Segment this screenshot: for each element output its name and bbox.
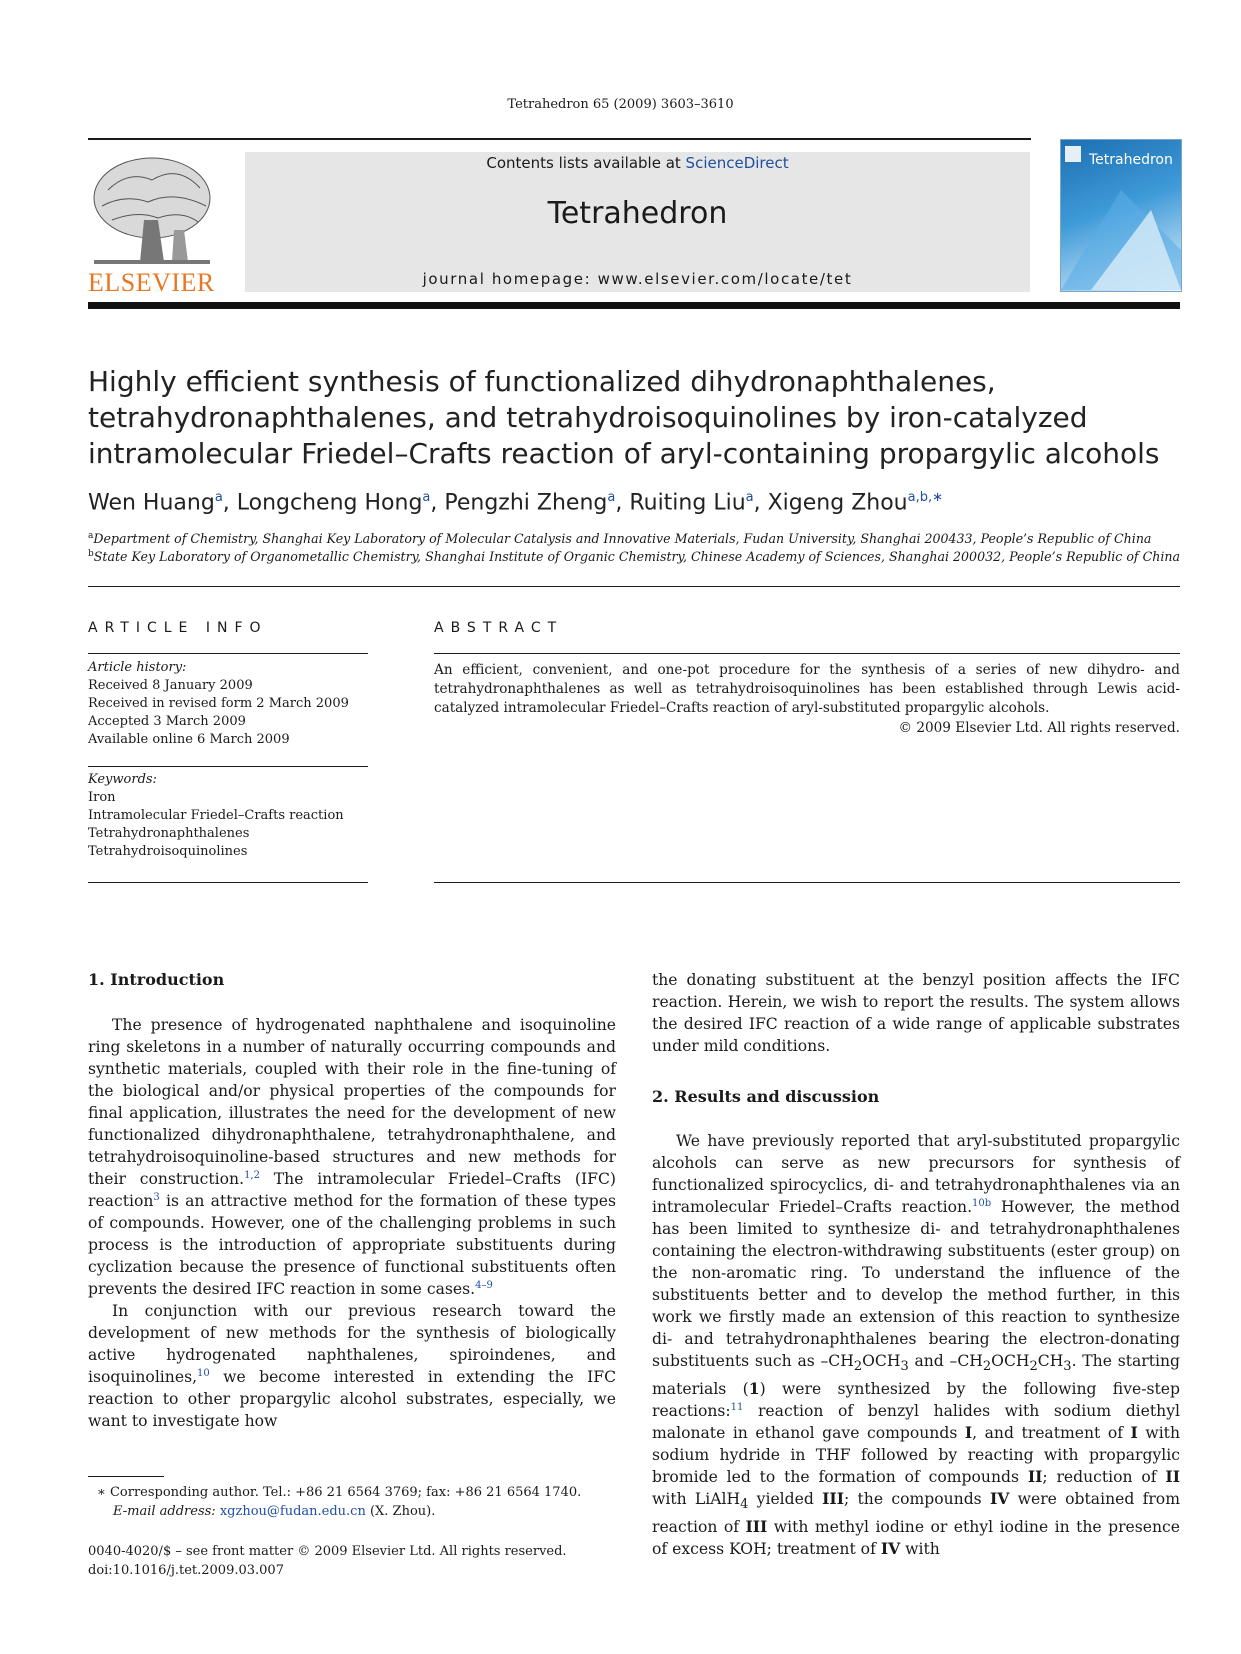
contents-prefix: Contents lists available at [486,154,686,172]
doi-line[interactable]: doi:10.1016/j.tet.2009.03.007 [88,1563,284,1578]
introduction-heading: 1. Introduction [88,970,225,989]
keywords-block [88,771,368,861]
subscript: 3 [1063,1359,1072,1375]
results-heading: 2. Results and discussion [652,1087,880,1106]
cover-graphic [1061,180,1181,290]
compound-label: I [1130,1423,1138,1443]
abstract-heading: ABSTRACT [434,620,564,636]
text-run: were obtained from reaction of [652,1490,1180,1537]
email-suffix: (X. Zhou). [365,1504,436,1519]
text-run: OCH [991,1352,1030,1370]
text-run: , and treatment of [972,1424,1131,1443]
intro-paragraph-2 [88,1300,616,1432]
subscript: 2 [853,1359,863,1375]
sciencedirect-link[interactable]: ScienceDirect [685,154,789,172]
section-rule [88,586,1180,587]
history-item: Accepted 3 March 2009 [88,714,246,729]
cover-badge-icon [1065,146,1081,162]
author-list: Wen Huang$^a$, Longcheng Hong$^a$, Pengzhi Zheng$^a$, Ruiting Liu$^a$, Xigeng Zhou$^{a,b,∗}$ [88,490,944,516]
email-link[interactable]: xgzhou@fudan.edu.cn [219,1504,366,1519]
subscript: 4 [740,1497,749,1513]
abstract-bottom-rule [434,882,1180,883]
article-history [88,659,368,749]
affiliation-b [88,549,1198,564]
text-run: In conjunction with our previous research toward the development of new methods for the synthesis of biologically active hydrogenated naphthalenes, spiroindenes, and isoquinolines, [88,1302,616,1386]
subscript: 3 [900,1359,909,1375]
elsevier-wordmark: ELSEVIER [88,268,215,297]
email-line [97,1502,617,1521]
text-run: ; reduction of [1042,1468,1166,1487]
article-info-rule [88,653,368,654]
compound-label: IV [880,1539,901,1559]
issn-line: 0040-4020/$ – see front matter © 2009 Elsevier Ltd. All rights reserved. [88,1544,567,1559]
reference-link[interactable]: 10b [972,1197,992,1209]
compound-label: IV [989,1489,1010,1509]
abstract-rule [434,653,1180,654]
text-run: ) were synthesized by the following five-step reactions: [652,1380,1180,1421]
subscript: 2 [1029,1359,1038,1375]
journal-homepage-link[interactable]: journal homepage: www.elsevier.com/locate/tet [422,270,853,288]
history-item: Received 8 January 2009 [88,678,253,693]
compound-label: I [964,1423,973,1443]
intro-paragraph-1 [88,1014,616,1300]
keywords-rule [88,766,368,767]
title-line: Highly efficient synthesis of functionalized dihydronaphthalenes, [88,365,996,398]
text-run: we become interested in extending the IFC reaction to other propargylic alcohol substrates, especially, we want to investigate how [88,1368,616,1430]
corresponding-author: ∗ Corresponding author. Tel.: +86 21 6564 3769; fax: +86 21 6564 1740. [97,1485,582,1500]
keyword: Iron [88,790,116,805]
results-paragraph-1 [652,1130,1180,1560]
text-run: with [900,1540,940,1559]
history-item: Received in revised form 2 March 2009 [88,696,349,711]
text-run: . The starting materials ( [652,1352,1181,1399]
article-info-bottom-rule [88,882,368,883]
title-line: intramolecular Friedel–Crafts reaction of aryl-containing propargylic alcohols [88,437,1160,470]
affiliation-mark: a [88,531,94,541]
compound-label: III [745,1517,768,1537]
author-name: Ruiting Liu [629,490,746,516]
history-label: Article history: [88,660,187,675]
author-affiliation-mark[interactable]: a [214,490,223,505]
text-run: reaction of benzyl halides with sodium diethyl malonate in ethanol gave compounds [652,1402,1180,1443]
author-affiliation-mark[interactable]: a,b,∗ [907,490,944,505]
reference-link[interactable]: 11 [730,1401,744,1413]
text-run: is an attractive method for the formation of these types of compounds. However, one of the challenging problems in such process is the introduction of appropriate substituents during cyclization because the presence of functional substituents often prevents the desired IFC reaction in some cases. [88,1192,616,1298]
text-run: OCH [862,1352,901,1370]
affiliation-text: State Key Laboratory of Organometallic Chemistry, Shanghai Institute of Organic Chemistry, Chinese Academy of Sciences, Shanghai 200032, People’s Republic of China [93,549,1180,565]
right-column-results [652,1130,1180,1560]
article-title [88,364,1188,472]
right-column-top [652,969,1180,1057]
left-column [88,1014,616,1432]
intro-paragraph-continued: the donating substituent at the benzyl position affects the IFC reaction. Herein, we wish to report the results. The system allows the desired IFC reaction of a wide range of applicable substrates under mild conditions. [652,971,1180,1055]
footnote-rule [88,1476,164,1477]
compound-label: II [1165,1467,1180,1487]
reference-link[interactable]: 3 [153,1191,160,1203]
contents-availability [245,154,1030,172]
author-affiliation-mark[interactable]: a [745,490,754,505]
text-run: The presence of hydrogenated naphthalene and isoquinoline ring skeletons in a number of naturally occurring compounds and synthetic materials, coupled with their role in the fine-tuning of the biological and/or physical properties of the compounds for final application, illustrates the need for the development of new functionalized dihydronaphthalene, tetrahydronaphthalene, and tetrahydroisoquinoline-based structures and new methods for their construction. [88,1016,616,1188]
affiliation-mark: b [88,549,94,559]
reference-link[interactable]: 10 [197,1367,210,1379]
author-affiliation-mark[interactable]: a [607,490,616,505]
author-affiliation-mark[interactable]: a [422,490,431,505]
text-run: CH [1037,1352,1064,1370]
title-line: tetrahydronaphthalenes, and tetrahydroisoquinolines by iron-catalyzed [88,401,1088,434]
text-run: and –CH [908,1352,983,1370]
keyword: Intramolecular Friedel–Crafts reaction [88,808,344,823]
abstract-text: An efficient, convenient, and one-pot procedure for the synthesis of a series of new dihydro- and tetrahydronaphthalenes as well as tetrahydroisoquinolines has been established through Lewis acid-catalyzed intramolecular Friedel–Crafts reaction of aryl-substituted propargylic alcohols. [434,662,1180,716]
keywords-label: Keywords: [88,772,157,787]
journal-cover-image [1060,139,1182,292]
compound-label: II [1027,1467,1043,1487]
author-name: Wen Huang [88,490,215,516]
corresponding-footnote [97,1483,617,1521]
keyword: Tetrahydronaphthalenes [88,826,250,841]
text-run: yielded [748,1490,823,1509]
text-run: ; the compounds [844,1490,990,1509]
author-name: Xigeng Zhou [767,490,908,516]
header-thick-rule [88,302,1180,309]
header-rule [88,138,1031,140]
front-matter-info [88,1542,648,1580]
history-item: Available online 6 March 2009 [88,732,290,747]
compound-label: III [822,1489,845,1509]
compound-label: 1 [748,1379,760,1399]
text-run: The intramolecular Friedel–Crafts (IFC) reaction [88,1170,616,1210]
text-run: with sodium hydride in THF followed by reacting with propargylic bromide led to the formation of compounds [652,1424,1180,1487]
journal-citation: Tetrahedron 65 (2009) 3603–3610 [507,97,734,112]
text-run: with LiAlH [652,1490,741,1509]
subscript: 2 [982,1359,992,1375]
reference-link[interactable]: 1,2 [244,1169,260,1181]
reference-link[interactable]: 4–9 [475,1279,493,1291]
journal-name: Tetrahedron [547,196,728,231]
abstract-copyright: © 2009 Elsevier Ltd. All rights reserved. [898,720,1180,736]
text-run: with methyl iodine or ethyl iodine in the presence of excess KOH; treatment of [652,1518,1180,1559]
email-label: E-mail address: [113,1504,220,1519]
affiliation-text: Department of Chemistry, Shanghai Key Laboratory of Molecular Catalysis and Innovative Materials, Fudan University, Shanghai 200433, People’s Republic of China [93,531,1152,547]
keyword: Tetrahydroisoquinolines [88,844,248,859]
author-name: Pengzhi Zheng [444,490,608,516]
affiliation-a [88,531,1198,546]
author-name: Longcheng Hong [236,490,423,516]
cover-title: Tetrahedron [1089,152,1173,168]
text-run: We have previously reported that aryl-substituted propargylic alcohols can serve as new precursors for synthesis of functionalized spirocyclics, di- and tetrahydronaphthalenes via an intramolecular Friedel–Crafts reaction. [652,1132,1180,1216]
article-info-heading: ARTICLE INFO [88,620,268,636]
text-run: However, the method has been limited to synthesize di- and tetrahydronaphthalenes containing the electron-withdrawing substituents (ester group) on the non-aromatic ring. To understand the influence of the substituents better and to develop the method further, in this work we firstly made an extension of this reaction to synthesize di- and tetrahydronaphthalenes bearing the electron-donating substituents such as –CH [652,1198,1180,1370]
